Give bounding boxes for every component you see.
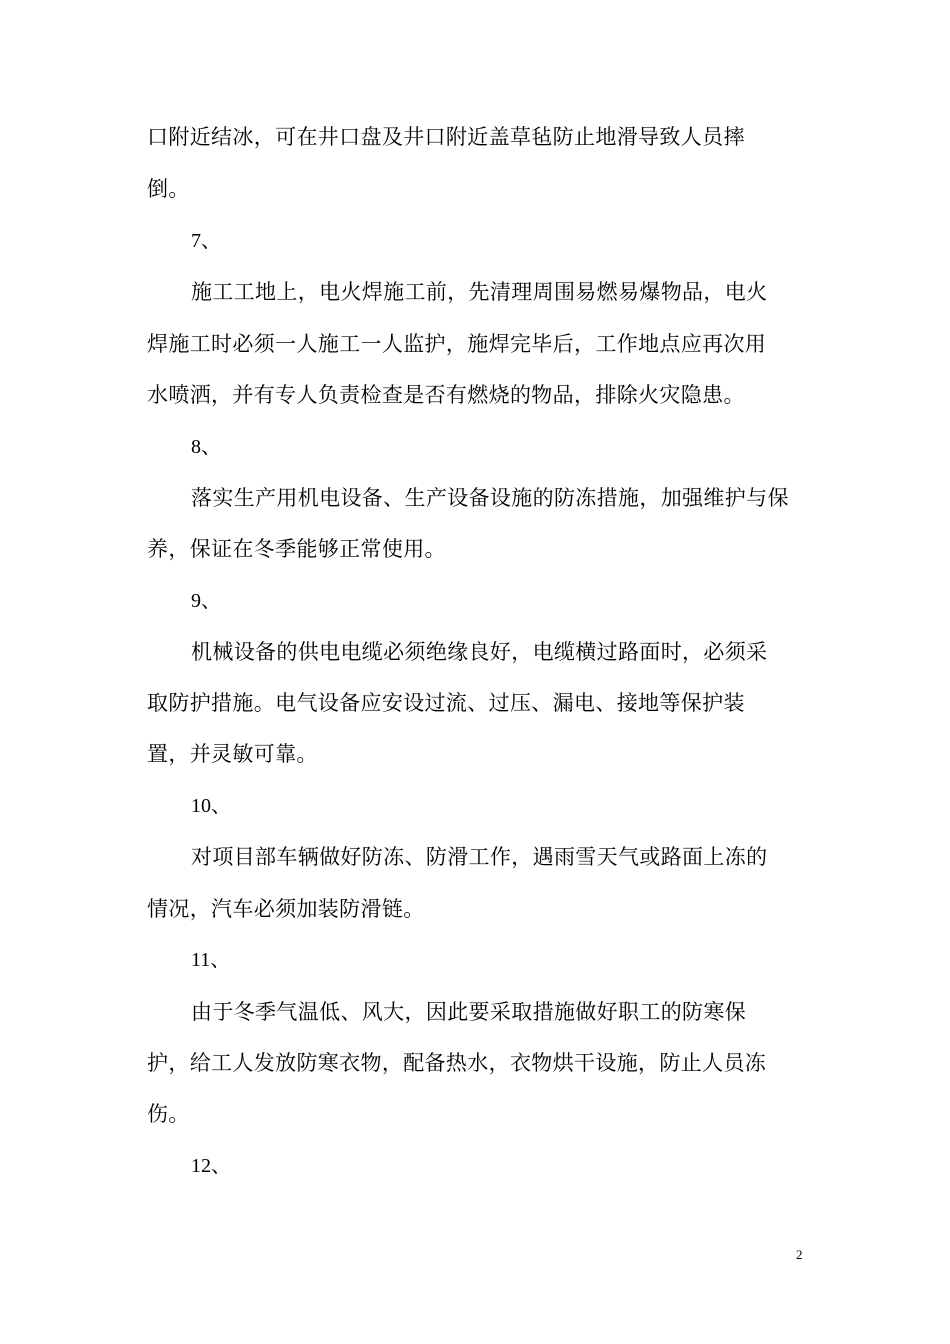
text-line: 由于冬季气温低、风大，因此要采取措施做好职工的防寒保 [191, 1000, 747, 1024]
text-line: 倒。 [147, 177, 190, 201]
text-line: 落实生产用机电设备、生产设备设施的防冻措施，加强维护与保 [191, 486, 789, 510]
text-line: 情况，汽车必须加装防滑链。 [147, 897, 425, 921]
item-number: 10、 [191, 795, 231, 817]
item-number: 12、 [191, 1155, 231, 1177]
text-line: 口附近结冰，可在井口盘及井口附近盖草毡防止地滑导致人员摔 [147, 125, 745, 149]
text-line: 焊施工时必须一人施工一人监护，施焊完毕后，工作地点应再次用 [147, 332, 767, 356]
text-line: 伤。 [147, 1102, 190, 1126]
text-line: 置，并灵敏可靠。 [147, 742, 318, 766]
text-line: 施工工地上，电火焊施工前，先清理周围易燃易爆物品，电火 [191, 280, 768, 304]
text-line: 水喷洒，并有专人负责检查是否有燃烧的物品，排除火灾隐患。 [147, 383, 745, 407]
text-line: 养，保证在冬季能够正常使用。 [147, 537, 446, 561]
item-number: 11、 [191, 949, 231, 971]
text-line: 护，给工人发放防寒衣物，配备热水，衣物烘干设施，防止人员冻 [147, 1051, 767, 1075]
item-number: 7、 [191, 230, 221, 252]
item-number: 8、 [191, 436, 221, 458]
page-number: 2 [796, 1247, 803, 1262]
text-line: 机械设备的供电电缆必须绝缘良好，电缆横过路面时，必须采 [191, 640, 768, 664]
text-line: 取防护措施。电气设备应安设过流、过压、漏电、接地等保护装 [147, 691, 745, 715]
item-number: 9、 [191, 590, 221, 612]
text-line: 对项目部车辆做好防冻、防滑工作，遇雨雪天气或路面上冻的 [191, 845, 768, 869]
